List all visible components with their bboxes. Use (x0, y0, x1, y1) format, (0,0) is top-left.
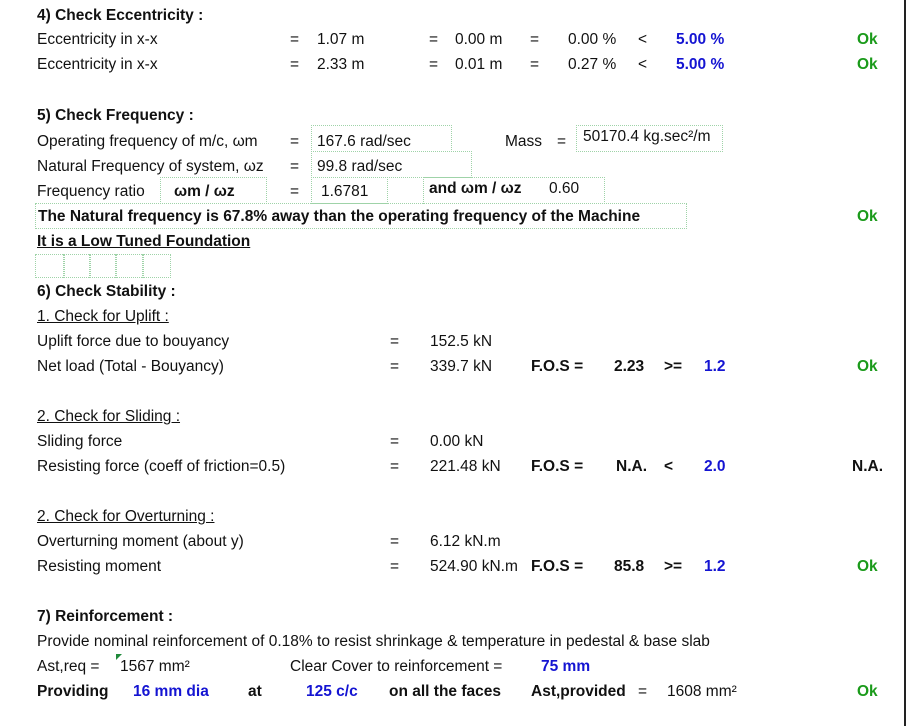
uplift-cmp: >= (664, 358, 683, 375)
ecc-row1-status: Ok (857, 31, 878, 48)
net-load-eq: = (390, 358, 400, 375)
ecc-row1-eq3: = (530, 31, 540, 48)
ast-provided-label: Ast,provided (531, 683, 626, 700)
at-label: at (248, 683, 262, 700)
overturning-limit: 1.2 (704, 558, 726, 575)
ecc-row2-status: Ok (857, 56, 878, 73)
ecc-row2-eq3: = (530, 56, 540, 73)
ecc-row1-cmp: < (638, 31, 648, 48)
operating-frequency-value: 167.6 rad/sec (317, 133, 411, 150)
cell-border (63, 254, 91, 278)
uplift-force-value: 152.5 kN (430, 333, 493, 350)
operating-frequency-eq: = (290, 133, 300, 150)
overturning-fos-value: 85.8 (614, 558, 645, 575)
sliding-fos-label: F.O.S = (531, 458, 584, 475)
ast-provided-eq: = (638, 683, 648, 700)
overturning-status: Ok (857, 558, 878, 575)
ecc-row2-label: Eccentricity in x-x (37, 56, 158, 73)
operating-frequency-label: Operating frequency of m/c, ωm (37, 133, 258, 150)
reinforcement-title: 7) Reinforcement : (37, 608, 174, 625)
ecc-row2-eq1: = (290, 56, 300, 73)
ecc-row2-limit: 5.00 % (676, 56, 725, 73)
mass-value: 50170.4 kg.sec²/m (583, 128, 711, 145)
ecc-row1-ecc: 0.00 m (455, 31, 503, 48)
sliding-force-eq: = (390, 433, 400, 450)
ecc-row2-pct: 0.27 % (568, 56, 617, 73)
overturning-moment-label: Overturning moment (about y) (37, 533, 244, 550)
uplift-fos-label: F.O.S = (531, 358, 584, 375)
uplift-fos-value: 2.23 (614, 358, 645, 375)
overturning-fos-label: F.O.S = (531, 558, 584, 575)
frequency-status: Ok (857, 208, 878, 225)
ecc-row1-dist: 1.07 m (317, 31, 365, 48)
uplift-limit: 1.2 (704, 358, 726, 375)
frequency-ratio-symbol: ωm / ωz (174, 183, 235, 200)
frequency-statement: The Natural frequency is 67.8% away than the operating frequency of the Machine (38, 208, 641, 225)
sliding-force-value: 0.00 kN (430, 433, 484, 450)
reinforcement-status: Ok (857, 683, 878, 700)
ast-req-label: Ast,req = (37, 658, 100, 675)
overturning-heading: 2. Check for Overturning : (37, 508, 215, 525)
cell-border (89, 254, 117, 278)
ecc-row1-label: Eccentricity in x-x (37, 31, 158, 48)
uplift-force-eq: = (390, 333, 400, 350)
cell-border (142, 254, 171, 278)
stability-title: 6) Check Stability : (37, 283, 176, 300)
cell-border (35, 254, 65, 278)
mass-label: Mass (505, 133, 543, 150)
ecc-row1-limit: 5.00 % (676, 31, 725, 48)
ecc-row2-cmp: < (638, 56, 648, 73)
frequency-ratio-value: 1.6781 (321, 183, 369, 200)
net-load-label: Net load (Total - Bouyancy) (37, 358, 224, 375)
ecc-row1-eq1: = (290, 31, 300, 48)
resisting-force-eq: = (390, 458, 400, 475)
ecc-row1-eq2: = (429, 31, 439, 48)
eccentricity-title: 4) Check Eccentricity : (37, 7, 204, 24)
resisting-moment-label: Resisting moment (37, 558, 162, 575)
sliding-limit: 2.0 (704, 458, 726, 475)
inverse-ratio-value: 0.60 (549, 180, 580, 197)
net-load-value: 339.7 kN (430, 358, 493, 375)
resisting-moment-value: 524.90 kN.m (430, 558, 518, 575)
frequency-ratio-label: Frequency ratio (37, 183, 145, 200)
sliding-status: N.A. (852, 458, 883, 475)
mass-eq: = (557, 133, 567, 150)
frequency-ratio-eq: = (290, 183, 300, 200)
uplift-status: Ok (857, 358, 878, 375)
clear-cover-value: 75 mm (541, 658, 591, 675)
tuning-statement: It is a Low Tuned Foundation (37, 233, 251, 250)
ecc-row2-eq2: = (429, 56, 439, 73)
natural-frequency-eq: = (290, 158, 300, 175)
faces-label: on all the faces (389, 683, 501, 700)
overturning-moment-value: 6.12 kN.m (430, 533, 501, 550)
ast-provided-value: 1608 mm² (667, 683, 737, 700)
bar-diameter: 16 mm dia (133, 683, 209, 700)
overturning-cmp: >= (664, 558, 683, 575)
ast-req-value: 1567 mm² (120, 658, 190, 675)
resisting-force-label: Resisting force (coeff of friction=0.5) (37, 458, 286, 475)
clear-cover-label: Clear Cover to reinforcement = (290, 658, 503, 675)
ecc-row2-ecc: 0.01 m (455, 56, 503, 73)
resisting-force-value: 221.48 kN (430, 458, 501, 475)
ecc-row1-pct: 0.00 % (568, 31, 617, 48)
cell-border (115, 254, 144, 278)
providing-label: Providing (37, 683, 109, 700)
uplift-force-label: Uplift force due to bouyancy (37, 333, 230, 350)
sliding-force-label: Sliding force (37, 433, 123, 450)
reinforcement-note: Provide nominal reinforcement of 0.18% to resist shrinkage & temperature in pedestal & base slab (37, 633, 710, 650)
sliding-cmp: < (664, 458, 674, 475)
sliding-fos-value: N.A. (616, 458, 647, 475)
frequency-title: 5) Check Frequency : (37, 107, 194, 124)
uplift-heading: 1. Check for Uplift : (37, 308, 169, 325)
natural-frequency-value: 99.8 rad/sec (317, 158, 403, 175)
natural-frequency-label: Natural Frequency of system, ωz (37, 158, 264, 175)
resisting-moment-eq: = (390, 558, 400, 575)
ecc-row2-dist: 2.33 m (317, 56, 365, 73)
bar-spacing: 125 c/c (306, 683, 358, 700)
inverse-ratio-label: and ωm / ωz (429, 180, 522, 197)
sliding-heading: 2. Check for Sliding : (37, 408, 181, 425)
overturning-moment-eq: = (390, 533, 400, 550)
